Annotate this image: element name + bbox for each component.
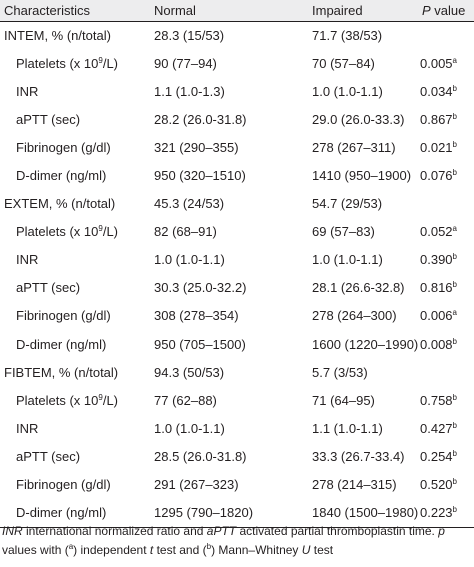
cell-normal: 950 (320–1510)	[154, 167, 246, 183]
footnote-u-abbr: U	[301, 543, 311, 557]
cell-p-value	[418, 162, 474, 190]
p-value-text: 0.254	[420, 448, 453, 464]
table-group-row	[0, 359, 474, 387]
table-group-row	[0, 190, 474, 218]
table-group-row	[0, 21, 474, 50]
row-label	[0, 331, 150, 359]
cell-normal: 308 (278–354)	[154, 308, 239, 324]
cell-p-value	[418, 78, 474, 106]
header-p-rest: value	[430, 2, 466, 18]
cell-normal: 82 (68–91)	[154, 224, 217, 240]
p-value-text: 0.223	[420, 505, 453, 521]
row-label	[0, 190, 150, 218]
table-row	[0, 471, 474, 499]
cell-p-value	[418, 331, 474, 359]
footnote-inr-abbr: INR	[2, 524, 23, 538]
row-label-tail: /L)	[102, 392, 118, 408]
cell-p-value	[418, 302, 474, 330]
cell-p-value	[418, 134, 474, 162]
row-label-text: aPTT (sec)	[16, 111, 81, 127]
p-value-superscript: b	[452, 280, 457, 290]
p-value-superscript: b	[452, 477, 457, 486]
table-row	[0, 134, 474, 162]
footnote-inr-text: international normalized ratio and	[22, 524, 207, 538]
footnote-aptt-abbr: aPTT	[206, 524, 237, 538]
cell-p-value	[418, 359, 474, 387]
cell-impaired: 1840 (1500–1980)	[308, 499, 418, 528]
cell-p-value	[418, 106, 474, 134]
table-header-row	[0, 0, 474, 21]
row-label-text: Platelets (x 10	[16, 224, 99, 240]
row-label	[0, 21, 150, 50]
row-label	[0, 274, 150, 302]
cell-impaired: 54.7 (29/53)	[312, 196, 383, 212]
footnote-u-text: test	[310, 543, 334, 557]
p-value-text: 0.034	[420, 83, 453, 99]
row-label-text: INR	[16, 252, 39, 268]
row-label-text: aPTT (sec)	[16, 448, 81, 464]
cell-impaired: 71 (64–95)	[312, 392, 375, 408]
row-label-text: Fibrinogen (g/dl)	[16, 308, 111, 324]
cell-p-value	[418, 387, 474, 415]
cell-normal: 28.5 (26.0-31.8)	[154, 448, 247, 464]
footnote-b-mark: b	[206, 542, 212, 551]
table-row	[0, 387, 474, 415]
row-label-text: INR	[16, 420, 39, 436]
p-value-text: 0.052	[420, 224, 453, 240]
row-label	[0, 246, 150, 274]
table-body	[0, 21, 474, 528]
table-row	[0, 443, 474, 471]
cell-normal: 30.3 (25.0-32.2)	[154, 280, 247, 296]
footnote-aptt-text: activated partial thromboplastin time.	[236, 524, 439, 538]
footnote-p-abbr: p	[438, 524, 445, 538]
footnote-t-text: test and (	[153, 543, 207, 557]
cell-p-value	[418, 471, 474, 499]
row-label	[0, 162, 150, 190]
cell-impaired: 278 (214–315)	[312, 477, 397, 492]
table-row	[0, 106, 474, 134]
table-row	[0, 50, 474, 78]
table-row	[0, 274, 474, 302]
row-label-text: Platelets (x 10	[16, 55, 99, 71]
p-value-text: 0.076	[420, 167, 453, 183]
row-label-text: Fibrinogen (g/dl)	[16, 477, 111, 492]
table-row	[0, 218, 474, 246]
row-label-text: INTEM, % (n/total)	[4, 27, 111, 43]
cell-normal: 1.0 (1.0-1.1)	[154, 420, 225, 436]
cell-normal: 45.3 (24/53)	[154, 196, 225, 212]
p-value-text: 0.005	[420, 55, 453, 71]
row-label-superscript: 9	[98, 392, 103, 402]
table-row	[0, 246, 474, 274]
table-row	[0, 415, 474, 443]
header-characteristics: Characteristics	[4, 2, 90, 18]
table-row	[0, 302, 474, 330]
footnote-a-text: ) independent	[73, 543, 150, 557]
cell-p-value	[418, 190, 474, 218]
p-value-superscript: b	[452, 505, 457, 515]
p-value-superscript: b	[452, 448, 457, 458]
header-p-value	[418, 0, 474, 21]
header-normal: Normal	[154, 2, 196, 18]
cell-impaired: 1.0 (1.0-1.1)	[312, 83, 383, 99]
cell-impaired: 33.3 (26.7-33.4)	[312, 448, 405, 464]
cell-impaired: 1600 (1220–1990)	[312, 336, 419, 352]
cell-normal: 77 (62–88)	[154, 392, 217, 408]
row-label	[0, 134, 150, 162]
cell-p-value	[418, 274, 474, 302]
cell-impaired: 71.7 (38/53)	[312, 27, 383, 43]
row-label-text: INR	[16, 83, 39, 99]
p-value-superscript: b	[452, 167, 457, 177]
p-value-superscript: b	[452, 392, 457, 402]
p-value-text: 0.006	[420, 308, 453, 324]
row-label-tail: /L)	[102, 224, 118, 240]
cell-normal: 950 (705–1500)	[154, 336, 246, 352]
row-label-tail: /L)	[102, 55, 118, 71]
table-footnote	[2, 522, 472, 560]
row-label	[0, 471, 150, 499]
p-value-text: 0.758	[420, 392, 453, 408]
p-value-superscript: a	[452, 224, 457, 234]
p-value-text: 0.008	[420, 336, 453, 352]
cell-impaired: 70 (57–84)	[312, 55, 375, 71]
row-label	[0, 387, 150, 415]
p-value-text: 0.390	[420, 252, 453, 268]
cell-impaired: 29.0 (26.0-33.3)	[312, 111, 405, 127]
p-value-superscript: a	[452, 308, 457, 318]
header-p-letter: P	[422, 2, 431, 18]
table-row	[0, 78, 474, 106]
row-label	[0, 443, 150, 471]
p-value-superscript: b	[452, 336, 457, 346]
footnote-t-abbr: t	[149, 543, 154, 557]
row-label	[0, 415, 150, 443]
row-label-text: D-dimer (ng/ml)	[16, 336, 107, 352]
p-value-superscript: b	[452, 111, 457, 121]
cell-normal: 94.3 (50/53)	[154, 364, 225, 380]
cell-normal: 1.1 (1.0-1.3)	[154, 83, 225, 99]
row-label	[0, 78, 150, 106]
cell-p-value	[418, 415, 474, 443]
cell-impaired: 1.1 (1.0-1.1)	[312, 420, 383, 436]
p-value-superscript: b	[452, 252, 457, 262]
footnote-a-mark: a	[68, 542, 74, 551]
cell-normal: 1.0 (1.0-1.1)	[154, 252, 225, 268]
table-row	[0, 331, 474, 359]
p-value-text: 0.021	[420, 139, 453, 155]
cell-impaired: 28.1 (26.6-32.8)	[312, 280, 405, 296]
p-value-superscript: b	[452, 139, 457, 149]
footnote-b-text: ) Mann–Whitney	[211, 543, 302, 557]
cell-impaired: 278 (267–311)	[312, 139, 396, 155]
cell-p-value	[418, 21, 474, 50]
row-label-superscript: 9	[98, 224, 103, 234]
row-label-text: Fibrinogen (g/dl)	[16, 139, 111, 155]
row-label	[0, 302, 150, 330]
row-label-text: aPTT (sec)	[16, 280, 81, 296]
cell-impaired: 5.7 (3/53)	[312, 364, 368, 380]
cell-normal: 291 (267–323)	[154, 477, 239, 492]
p-value-text: 0.867	[420, 111, 453, 127]
header-impaired: Impaired	[312, 2, 363, 18]
p-value-superscript: b	[452, 420, 457, 430]
cell-p-value	[418, 246, 474, 274]
cell-p-value	[418, 50, 474, 78]
p-value-text: 0.427	[420, 420, 453, 436]
p-value-superscript: b	[452, 83, 457, 93]
row-label-text: D-dimer (ng/ml)	[16, 505, 107, 521]
cell-impaired: 69 (57–83)	[312, 224, 375, 240]
row-label-superscript: 9	[98, 55, 103, 65]
cell-p-value	[418, 218, 474, 246]
p-value-superscript: a	[452, 55, 457, 65]
cell-normal: 90 (77–94)	[154, 55, 217, 71]
row-label	[0, 218, 150, 246]
cell-p-value	[418, 443, 474, 471]
row-label	[0, 359, 150, 387]
row-label-text: EXTEM, % (n/total)	[4, 196, 116, 212]
row-label	[0, 106, 150, 134]
row-label-text: FIBTEM, % (n/total)	[4, 364, 119, 380]
row-label-text: D-dimer (ng/ml)	[16, 167, 107, 183]
table-row	[0, 162, 474, 190]
cell-normal: 28.3 (15/53)	[154, 27, 225, 43]
row-label-text: Platelets (x 10	[16, 392, 99, 408]
footnote-p-text: values with (	[2, 543, 69, 557]
p-value-text: 0.816	[420, 280, 453, 296]
row-label	[0, 50, 150, 78]
cell-normal: 321 (290–355)	[154, 139, 239, 155]
cell-normal: 1295 (790–1820)	[150, 499, 308, 528]
p-value-text: 0.520	[420, 477, 453, 492]
cell-normal: 28.2 (26.0-31.8)	[154, 111, 247, 127]
cell-impaired: 278 (264–300)	[312, 308, 397, 324]
cell-impaired: 1410 (950–1900)	[312, 167, 412, 183]
cell-impaired: 1.0 (1.0-1.1)	[312, 252, 383, 268]
